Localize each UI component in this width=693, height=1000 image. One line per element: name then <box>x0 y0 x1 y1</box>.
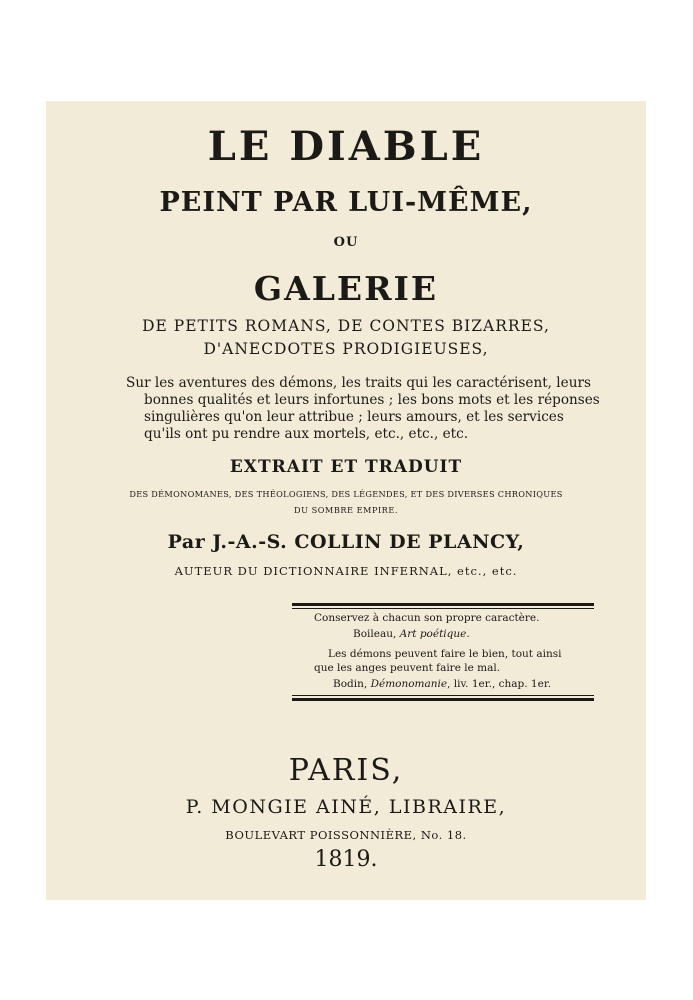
description-line-2: bonnes qualités et leurs infortunes ; les bons mots et les réponses <box>144 392 600 408</box>
epigraph-quote-2-line-2: que les anges peuvent faire le mal. <box>314 662 501 674</box>
description-line-1: Sur les aventures des démons, les traits qui les caractérisent, leurs <box>126 375 591 391</box>
description-line-4: qu'ils ont pu rendre aux mortels, etc., etc., etc. <box>144 426 469 442</box>
sources-line-2: DU SOMBRE EMPIRE. <box>294 505 398 515</box>
epigraph-work-1: Art poétique. <box>399 628 470 640</box>
title-conjunction: OU <box>333 235 359 250</box>
epigraph-bottom-rule-thin <box>292 695 594 696</box>
imprint-year: 1819. <box>314 847 378 872</box>
imprint-address: BOULEVART POISSONNIÈRE, No. 18. <box>225 828 467 842</box>
title-sub-line-1: DE PETITS ROMANS, DE CONTES BIZARRES, <box>142 317 550 335</box>
title-main: LE DIABLE <box>207 123 485 170</box>
title-alternate: GALERIE <box>253 269 439 308</box>
epigraph-bottom-rule-thick <box>292 698 594 701</box>
epigraph-work-2: Démonomanie <box>370 678 448 690</box>
title-subtitle: PEINT PAR LUI-MÊME, <box>159 187 533 218</box>
title-sub-line-2: D'ANECDOTES PRODIGIEUSES, <box>203 340 489 358</box>
epigraph-attribution-2 <box>333 678 551 690</box>
author-byline: Par J.-A.-S. COLLIN DE PLANCY, <box>167 531 525 553</box>
description-line-3: singulières qu'on leur attribue ; leurs amours, et les services <box>144 409 564 425</box>
epigraph-quote-2-line-1: Les démons peuvent faire le bien, tout ainsi <box>328 648 562 660</box>
epigraph-quote-1: Conservez à chacun son propre caractère. <box>314 612 540 624</box>
author-credit: AUTEUR DU DICTIONNAIRE INFERNAL, etc., etc. <box>174 564 518 578</box>
epigraph-attribution-1 <box>353 628 470 640</box>
epigraph-top-rule-thick <box>292 603 594 606</box>
sources-line-1: DES DÉMONOMANES, DES THÉOLOGIENS, DES LÉGENDES, ET DES DIVERSES CHRONIQUES <box>129 489 563 499</box>
imprint-publisher: P. MONGIE AINÉ, LIBRAIRE, <box>185 796 507 818</box>
epigraph-author-1: Boileau, <box>353 628 397 640</box>
epigraph-top-rule-thin <box>292 608 594 609</box>
extract-heading: EXTRAIT ET TRADUIT <box>229 457 463 477</box>
title-page <box>46 101 646 900</box>
description-paragraph <box>126 375 600 443</box>
epigraph-reference-2: , liv. 1er., chap. 1er. <box>447 678 552 690</box>
epigraph-author-2: Bodin, <box>333 678 368 690</box>
imprint-city: PARIS, <box>288 753 404 788</box>
